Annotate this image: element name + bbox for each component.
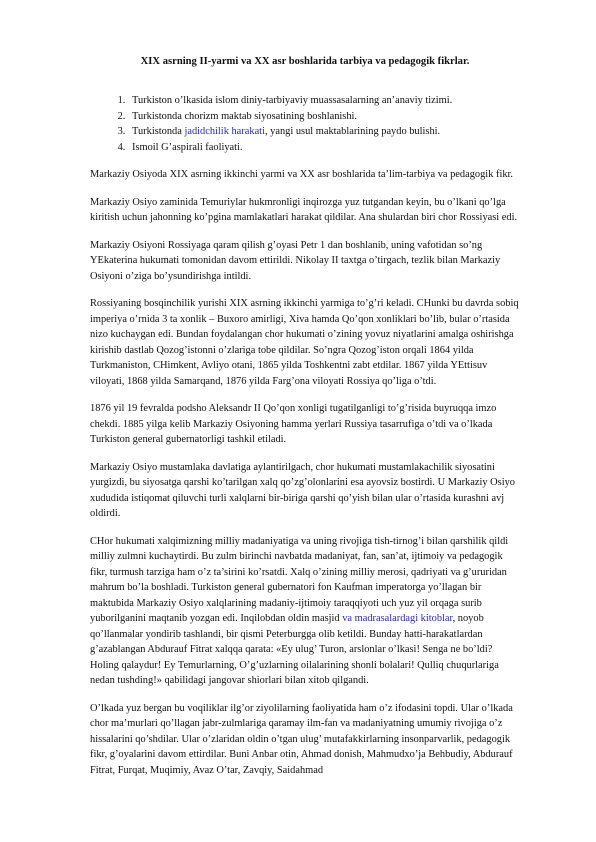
document-title: XIX asrning II-yarmi va XX asr boshlarida tarbiya va pedagogik fikrlar.	[140, 56, 470, 67]
paragraph-7-post: , noyob qo’llanmalar yondirib tashlandi, bir qismi Peterburgga olib ketildi. Bunday hatti-harakatlardan g’azablangan Abdurauf Fitrat xalqqa qarata: «Ey ulug’ Turon, arslonlar o’lkasi! Senga ne bo’ldi? Holing qalaydur! Ey Temurlarning, O’g’uzlarning oilalarining shonli bolalari! Qulliq chuqurlariga nedan tushding!» qabilidagi jangovar shiorlari bilan xitob qilgandi.	[90, 613, 499, 686]
plan-item-3	[128, 124, 520, 140]
paragraph-6: Markaziy Osiyo mustamlaka davlatiga aylantirilgach, chor hukumati mustamlakachilik siyosatini yurgizdi, bu siyosatga qarshi ko’tarilgan xalq qo’zg’olonlarini esa ayovsiz bostirdi. U Markaziy Osiyo xududida istiqomat qiluvchi turli xalqlarni bir-biriga qarshi qo’yish bilan ular o’rtasida kurashni avj oldirdi.	[90, 461, 515, 519]
madrasa-books-link[interactable]: va madrasalardagi kitoblar	[342, 613, 453, 624]
plan-item-3-pre: Turkistonda	[132, 126, 185, 137]
document-page	[90, 55, 520, 790]
plan-item-1-text: Turkiston o’lkasida islom diniy-tarbiyaviy muassasalarning an’anaviy tizimi.	[132, 95, 453, 106]
paragraph-7-pre: CHor hukumati xalqimizning milliy madaniyatiga va uning rivojiga tish-tirnog’i bilan qarshilik qildi milliy zulmni kuchaytirdi. Bu zulm birinchi navbatda madaniyat, fan, san’at, ijtimoiy va pedagogik fikr, turmush tarziga ham o’z ta’sirini ko’rsatdi. Xalq o’zining milliy merosi, qadriyati va g’ururidan mahrum bo’la boshladi. Turkiston general gubernatori fon Kaufman imperatorga yo’llagan bir maktubida Markaziy Osiyo xalqlarining madaniy-ijtimoiy taraqqiyoti uch yuz yil orqaga surib yuborilganini maqtanib yozgan edi. Inqilobdan oldin masjid	[90, 535, 509, 624]
plan-item-2-text: Turkistonda chorizm maktab siyosatining boshlanishi.	[132, 110, 358, 122]
paragraph-1: Markaziy Osiyoda XIX asrning ikkinchi yarmi va XX asr boshlarida ta’lim-tarbiya va pedagogik fikr.	[90, 169, 514, 180]
paragraph-3: Markaziy Osiyoni Rossiyaga qaram qilish g’oyasi Petr 1 dan boshlanib, uning vafotidan so’ng YEkaterina hukumati tomonidan davom ettirildi. Nikolay II taxtga o’tirgach, tezlik bilan Markaziy Osiyoni o’ziga bo’ysundirishga intildi.	[90, 239, 501, 282]
plan-list	[90, 93, 520, 155]
paragraph-5: 1876 yil 19 fevralda podsho Aleksandr II Qo’qon xonligi tugatilganligi to’g’risida buyruqqa imzo chekdi. 1885 yilga kelib Markaziy Osiyoning hamma yerlari Russiya tasarrufiga o’tdi va o’lkada Turkiston general gubernatorligi tashkil etiladi.	[90, 403, 497, 445]
plan-item-2	[128, 109, 520, 125]
paragraph-7	[90, 534, 520, 689]
jadidchilik-link[interactable]: jadidchilik harakati	[184, 126, 265, 137]
paragraph-2: Markaziy Osiyo zaminida Temuriylar hukmronligi inqirozga yuz tutgandan keyin, bu o’lkani qo’lga kiritish uchun jahonning ko’pgina mamlakatlari harakat qildilar. Ana shulardan biri chor Rossiyasi edi.	[90, 196, 518, 223]
plan-item-4	[128, 140, 520, 156]
paragraph-4: Rossiyaning bosqinchilik yurishi XIX asrning ikkinchi yarmiga to’g’ri keladi. CHunki bu davrda sobiq imperiya o’rnida 3 ta xonlik – Buxoro amirligi, Xiva hamda Qo’qon xonliklari bo’lib, bular o’rtasida nizo kuchaygan edi. Bundan foydalangan chor hukumati o’zining yovuz niyatlarini amalga oshirishga kirishib dastlab Qozog’istonni o’zlariga tobe qildilar. So’ngra Qozog’iston orqali 1864 yilda Turkmaniston, CHimkent, Avliyo otani, 1865 yilda Toshkentni zabt etdilar. 1867 yilda YEttisuv viloyati, 1868 yilda Samarqand, 1876 yilda Farg’ona viloyati Rossiya qo’liga o’tdi.	[90, 298, 519, 387]
plan-item-3-post: , yangi usul maktablarining paydo bulishi.	[264, 126, 441, 137]
plan-item-4-text: Ismoil G’aspirali faoliyati.	[132, 141, 243, 153]
paragraph-8: O’lkada yuz bergan bu voqiliklar ilg’or ziyolilarning faoliyatida ham o’z ifodasini topdi. Ular o’lkada chor ma’murlari qo’llagan jabr-zulmlariga qaramay ilm-fan va madaniyatning umumiy rivojiga o’z hissalarini qo’shdilar. Ular o’zlaridan oldin o’tgan ulug’ mutafakkirlarning insonparvarlik, pedagogik fikr, g’oyalarini davom ettirdilar. Buni Anbar otin, Ahmad donish, Mahmudxo’ja Behbudiy, Abdurauf Fitrat, Furqat, Muqimiy, Avaz O’tar, Zavqiy, Saidahmad	[90, 702, 513, 776]
plan-item-1	[128, 93, 520, 109]
